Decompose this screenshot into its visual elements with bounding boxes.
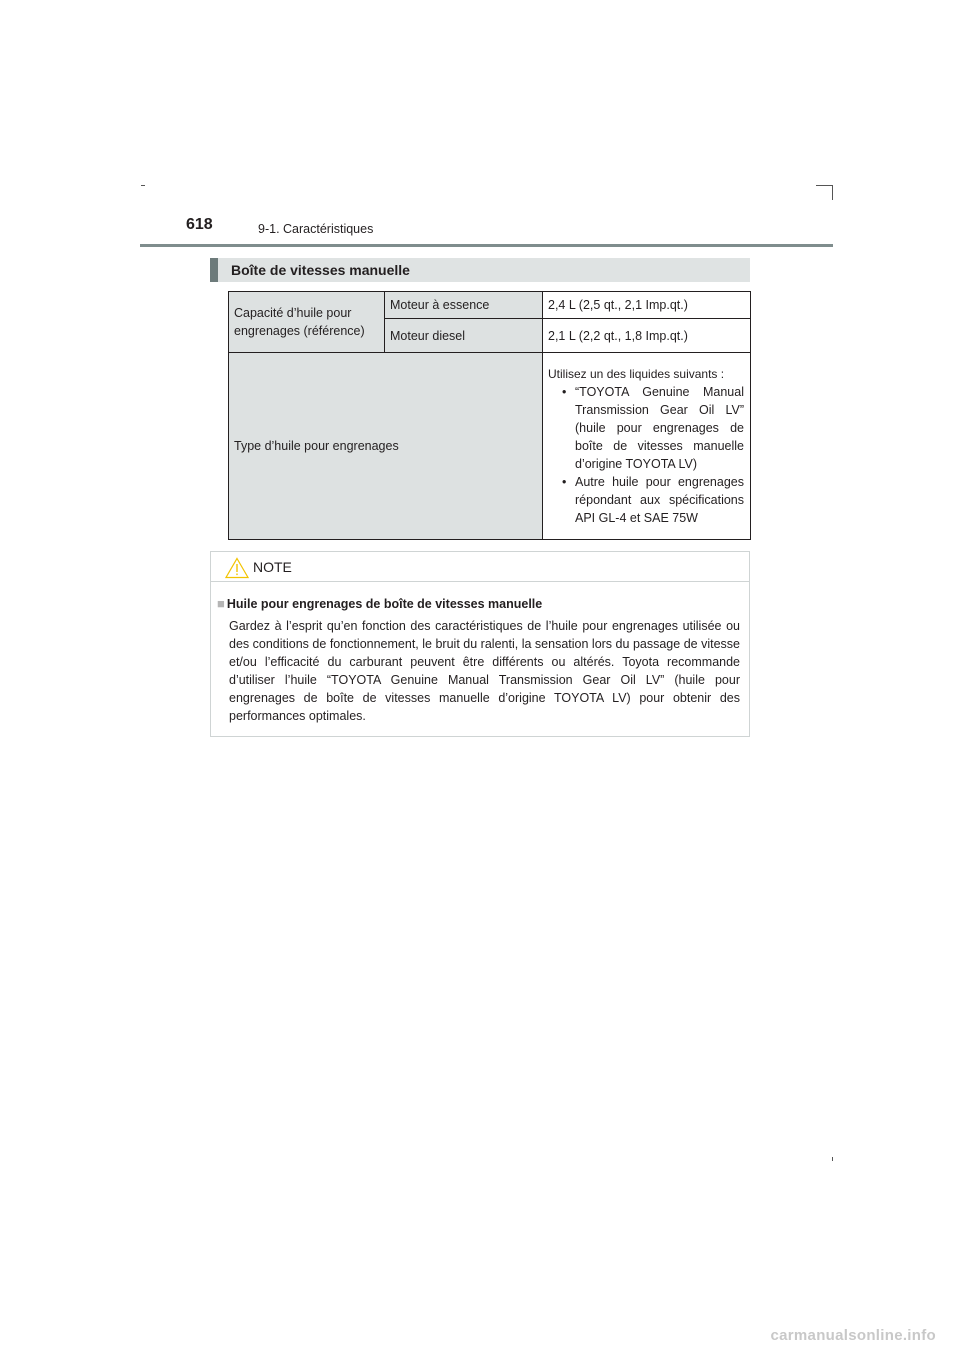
bullet: • — [562, 385, 567, 399]
running-header: 9-1. Caractéristiques — [258, 222, 374, 236]
engine-petrol-label: Moteur à essence — [390, 298, 490, 312]
note-heading-text: Huile pour engrenages de boîte de vitesses manuelle — [226, 597, 543, 611]
list-item — [548, 473, 744, 527]
oil-type-value-cell — [543, 353, 751, 540]
bullet: • — [562, 475, 567, 489]
engine-cell — [385, 292, 543, 319]
note-box — [210, 551, 750, 737]
note-body: Gardez à l’esprit qu’en fonction des caractéristiques de l’huile pour engrenages utilisée ou des conditions de fonctionnement, le bruit du ralenti, la sensation lors du passage de vitesse et/ou l’efficacité du carburant peuvent être différents ou altérés. Toyota recommande d’utiliser l’huile “TOYOTA Genuine Manual Transmission Gear Oil LV” (huile pour engrenages de boîte de vitesses manuelle d’origine TOYOTA LV) pour obtenir des performances optimales. — [229, 619, 740, 723]
oil-type-intro: Utilisez un des liquides suivants : — [548, 367, 725, 381]
capacity-label-cell — [229, 292, 385, 353]
capacity-label: Capacité d’huile pour engrenages (référence) — [234, 306, 365, 338]
crop-mark-top-right-h — [816, 185, 833, 186]
value-cell — [543, 292, 751, 319]
page-number: 618 — [186, 216, 213, 233]
table-row — [229, 292, 751, 319]
watermark: carmanualsonline.info — [770, 1327, 936, 1344]
table-row — [229, 353, 751, 540]
crop-mark-top-left — [141, 185, 145, 186]
value-cell — [543, 319, 751, 353]
engine-diesel-label: Moteur diesel — [390, 328, 466, 343]
oil-type-label: Type d’huile pour engrenages — [234, 439, 399, 453]
spec-table — [228, 291, 751, 540]
capacity-diesel-value: 2,1 L (2,2 qt., 1,8 Imp.qt.) — [548, 328, 688, 343]
oil-type-item: Autre huile pour engrenages répondant aux spécifications API GL-4 et SAE 75W — [575, 475, 744, 525]
square-bullet-icon: ■ — [217, 596, 225, 611]
oil-type-label-cell — [229, 353, 543, 540]
note-heading — [217, 596, 542, 611]
section-title: Boîte de vitesses manuelle — [231, 262, 410, 278]
capacity-petrol-value: 2,4 L (2,5 qt., 2,1 Imp.qt.) — [548, 298, 688, 312]
note-title: NOTE — [253, 559, 292, 575]
note-header — [211, 552, 749, 582]
engine-cell — [385, 319, 543, 353]
list-item — [548, 383, 744, 473]
oil-type-list — [548, 383, 744, 527]
crop-mark-bottom-right — [832, 1157, 833, 1161]
warning-triangle-icon — [225, 557, 249, 579]
section-bar — [210, 258, 750, 282]
oil-type-item: “TOYOTA Genuine Manual Transmission Gear Oil LV” (huile pour engrenages de boîte de vitesses manuelle d’origine TOYOTA LV) — [575, 385, 744, 471]
header-rule — [140, 244, 833, 247]
crop-mark-top-right-v — [832, 185, 833, 200]
